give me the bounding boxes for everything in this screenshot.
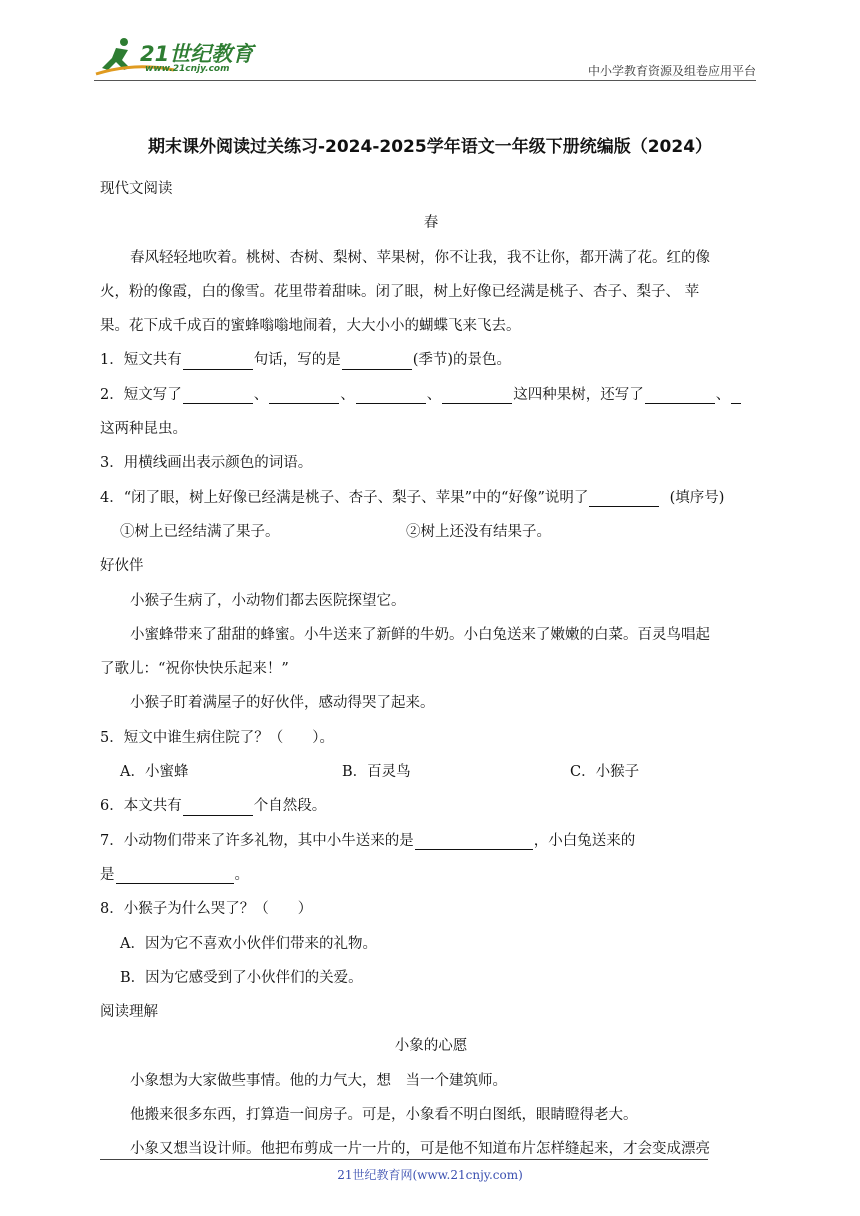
passage-title: 小象的心愿 <box>394 1038 468 1055</box>
answer-blank[interactable] <box>589 488 659 507</box>
passage-title: 春 <box>423 215 439 232</box>
passage-line: 小象想为大家做些事情。他的力气大，想 当一个建筑师。 <box>130 1072 507 1089</box>
question-7: 7．小动物们带来了许多礼物，其中小牛送来的是 ，小白兔送来的 <box>100 832 636 849</box>
section-label: 阅读理解 <box>100 1004 158 1021</box>
option-2[interactable]: ②树上还没有结果子。 <box>406 523 551 540</box>
question-7-cont: 是 。 <box>100 866 249 883</box>
passage-line: 小猴子生病了，小动物们都去医院探望它。 <box>130 592 406 609</box>
answer-blank[interactable] <box>342 351 412 370</box>
question-5: 5．短文中谁生病住院了？（ ）。 <box>100 729 334 746</box>
question-6: 6．本文共有 个自然段。 <box>100 798 327 815</box>
passage-line: 了歌儿：“祝你快快乐起来！” <box>100 661 289 678</box>
question-4-options <box>100 515 762 549</box>
answer-blank[interactable] <box>731 385 741 404</box>
header-divider <box>94 80 756 81</box>
logo-url: www.21cnjy.com <box>145 64 230 74</box>
footer-divider <box>100 1159 708 1160</box>
document-body <box>100 172 762 1167</box>
question-2-cont: 这两种昆虫。 <box>100 421 187 438</box>
footer-link[interactable]: 21世纪教育网(www.21cnjy.com) <box>337 1168 523 1182</box>
answer-blank[interactable] <box>183 385 253 404</box>
page-header <box>0 0 860 90</box>
option-a[interactable]: A．小蜜蜂 <box>120 764 189 781</box>
answer-blank[interactable] <box>269 385 339 404</box>
question-3: 3．用横线画出表示颜色的词语。 <box>100 455 313 472</box>
question-5-options <box>100 755 762 789</box>
passage-line: 果。花下成千成百的蜜蜂嗡嗡地闹着，大大小小的蝴蝶飞来飞去。 <box>100 318 521 335</box>
option-b[interactable]: B．百灵鸟 <box>342 764 411 781</box>
option-c[interactable]: C．小猴子 <box>570 764 640 781</box>
question-1: 1．短文共有 句话，写的是 (季节)的景色。 <box>100 352 512 369</box>
option-b[interactable]: B．因为它感受到了小伙伴们的关爱。 <box>120 969 363 986</box>
passage-line: 小猴子盯着满屋子的好伙伴，感动得哭了起来。 <box>130 695 435 712</box>
option-a[interactable]: A．因为它不喜欢小伙伴们带来的礼物。 <box>120 935 377 952</box>
answer-blank[interactable] <box>442 385 512 404</box>
question-4: 4．“闭了眼，树上好像已经满是桃子、杏子、梨子、苹果”中的“好像”说明了 (填序号) <box>100 489 725 506</box>
passage-line: 春风轻轻地吹着。桃树、杏树、梨树、苹果树，你不让我，我不让你，都开满了花。红的像 <box>130 249 710 266</box>
platform-name: 中小学教育资源及组卷应用平台 <box>587 64 756 78</box>
answer-blank[interactable] <box>116 865 234 884</box>
question-2: 2．短文写了 、 、 、 这四种果树，还写了 、 <box>100 378 762 412</box>
question-8: 8．小猴子为什么哭了？（ ） <box>100 901 313 918</box>
answer-blank[interactable] <box>415 831 533 850</box>
answer-blank[interactable] <box>645 385 715 404</box>
document-title: 期末课外阅读过关练习-2024-2025学年语文一年级下册统编版（2024） <box>147 137 713 157</box>
section-label: 现代文阅读 <box>100 181 173 197</box>
passage-line: 小象又想当设计师。他把布剪成一片一片的，可是他不知道布片怎样缝起来，才会变成漂亮 <box>130 1141 710 1158</box>
answer-blank[interactable] <box>183 797 253 816</box>
section-label: 好伙伴 <box>100 558 144 575</box>
passage-line: 火，粉的像霞，白的像雪。花里带着甜味。闭了眼，树上好像已经满是桃子、杏子、梨子、 苹 <box>100 283 700 300</box>
option-1[interactable]: ①树上已经结满了果子。 <box>120 523 280 540</box>
passage-line: 小蜜蜂带来了甜甜的蜂蜜。小牛送来了新鲜的牛奶。小白兔送来了嫩嫩的白菜。百灵鸟唱起 <box>130 626 710 643</box>
answer-blank[interactable] <box>356 385 426 404</box>
logo-text: 21世纪教育 <box>140 42 254 66</box>
answer-blank[interactable] <box>183 351 253 370</box>
passage-line: 他搬来很多东西，打算造一间房子。可是，小象看不明白图纸，眼睛瞪得老大。 <box>130 1107 638 1124</box>
